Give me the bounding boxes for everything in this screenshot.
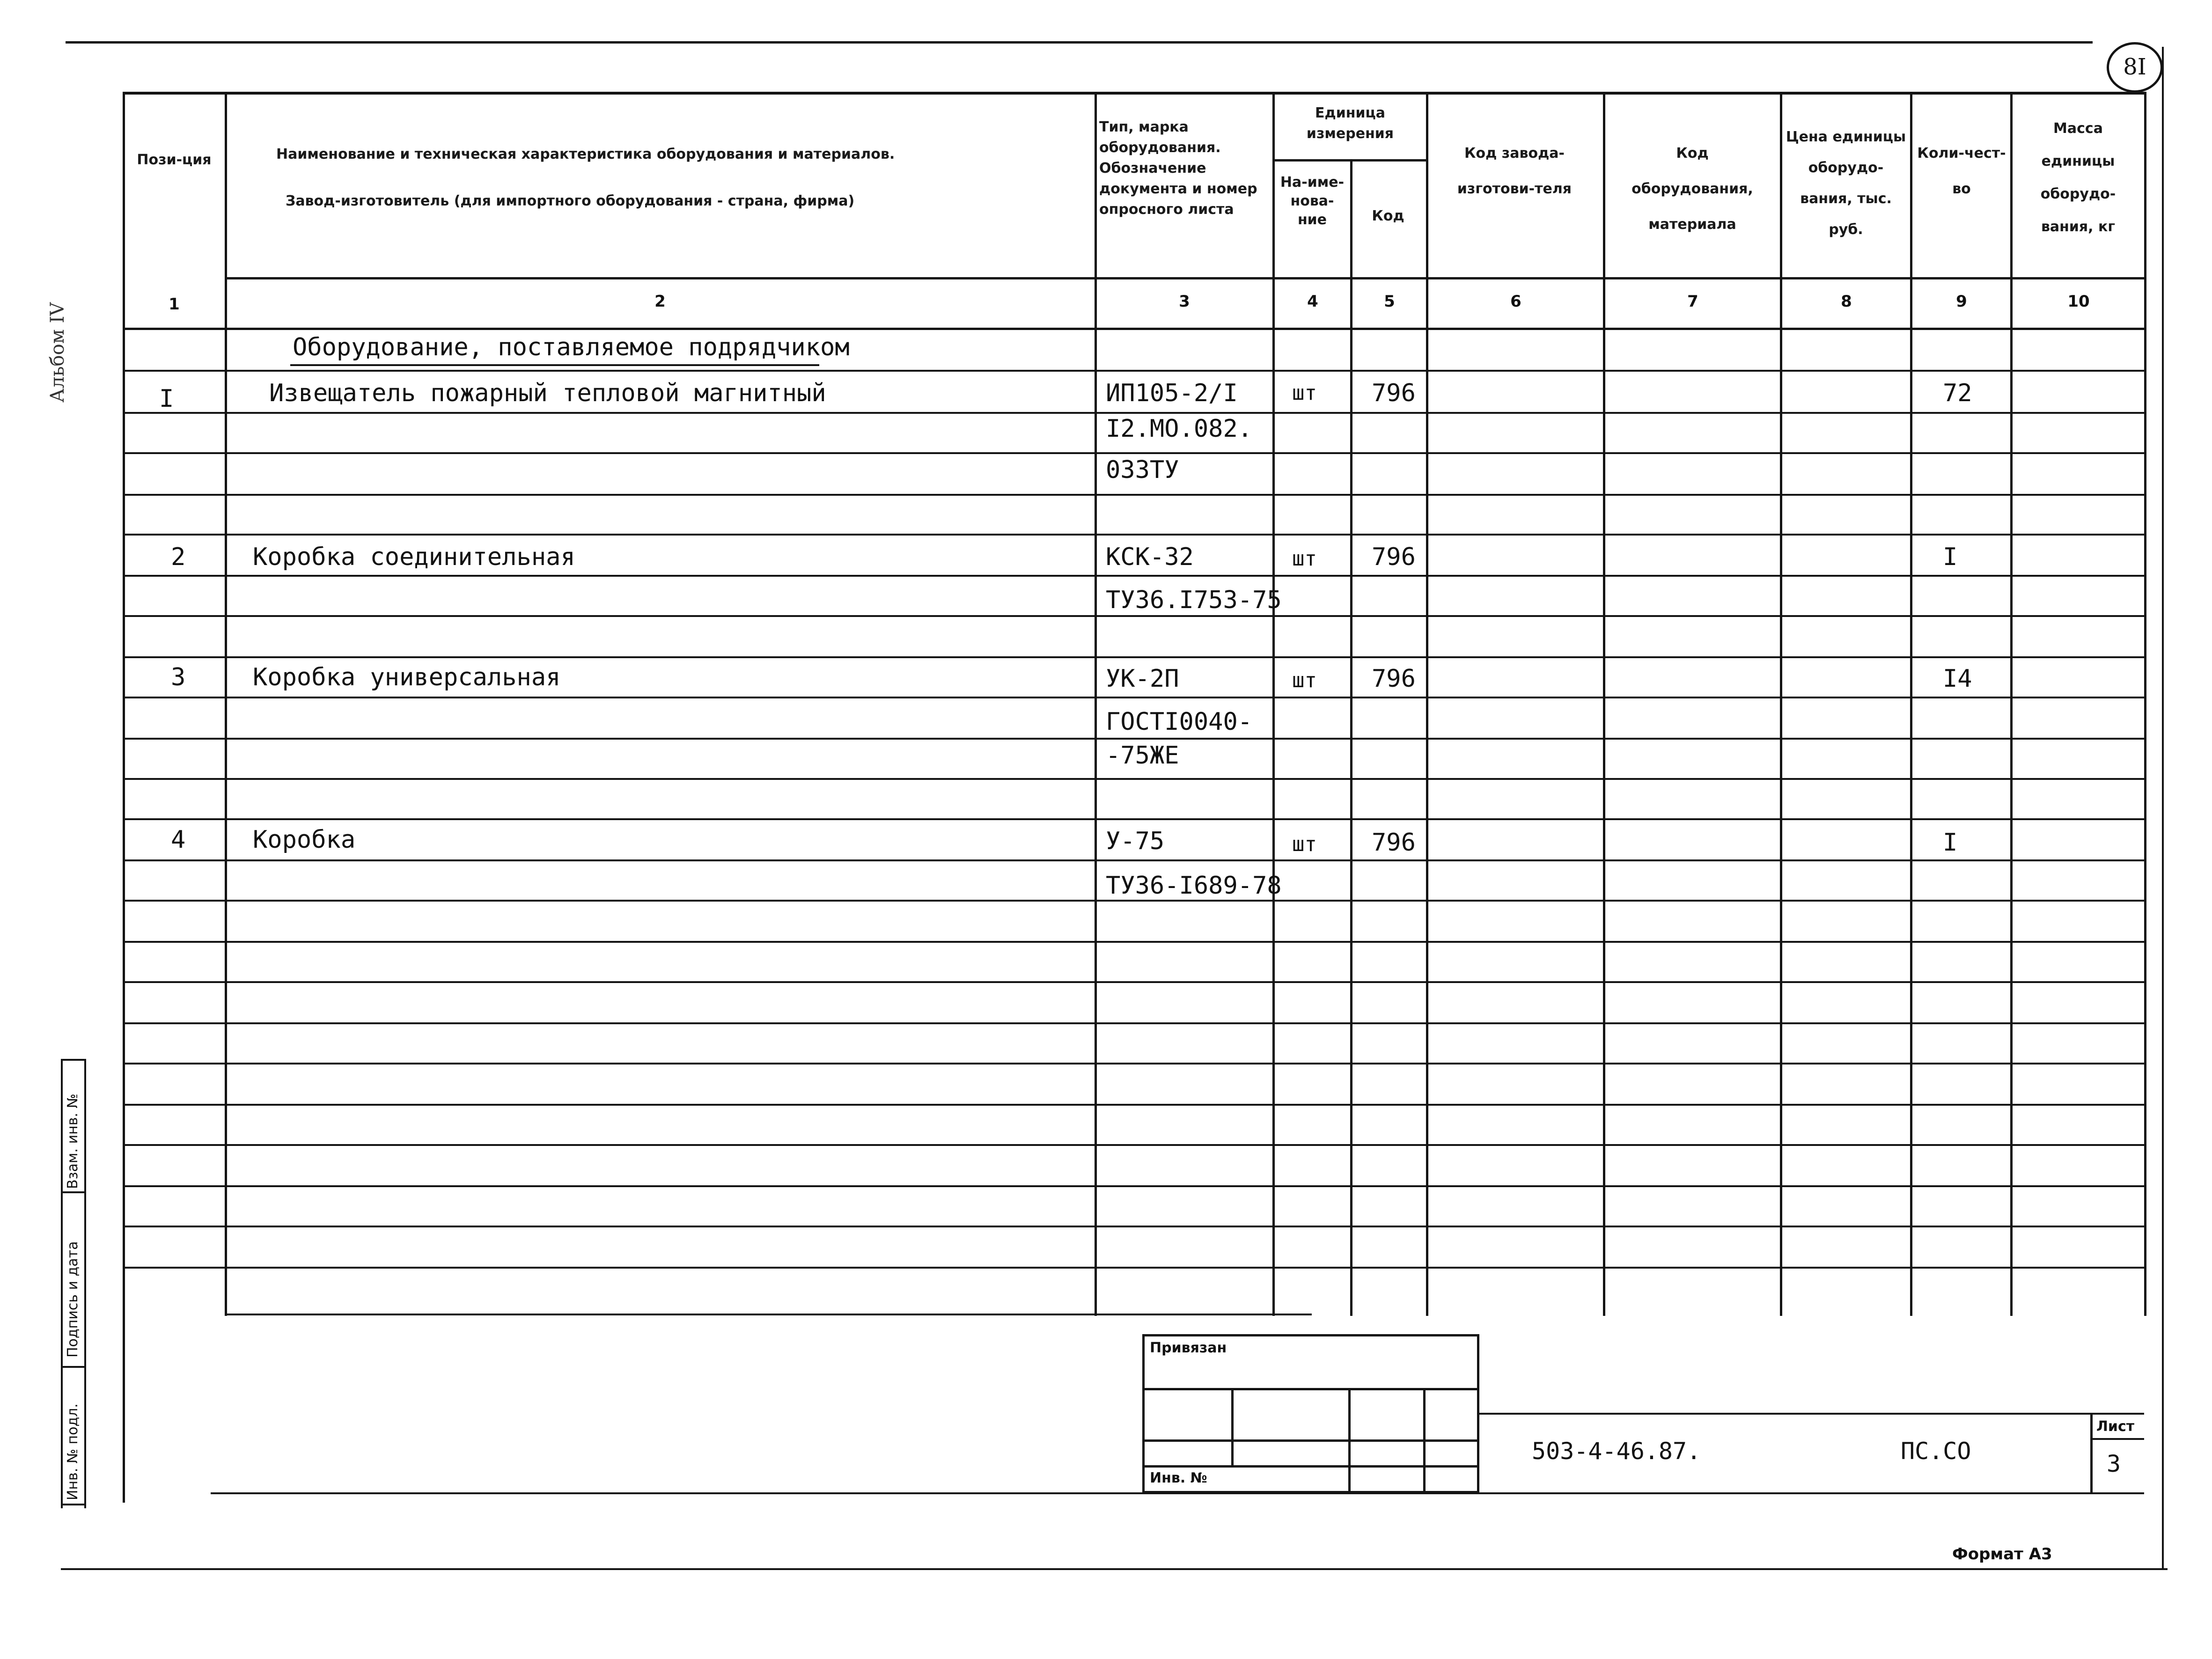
row-line xyxy=(123,981,2146,983)
unit-group-line xyxy=(1272,159,1428,161)
header-bottom-line xyxy=(225,277,2146,279)
side-strip-top xyxy=(61,1059,86,1061)
col-line-2 xyxy=(1095,92,1097,1316)
item-3-code: 796 xyxy=(1372,665,1416,693)
row-line xyxy=(123,738,2146,740)
stamp-v3 xyxy=(1423,1388,1426,1493)
section-title: Оборудование, поставляемое подрядчиком xyxy=(293,333,850,361)
col-line-8 xyxy=(1910,92,1912,1316)
item-4-pos: 4 xyxy=(171,826,186,854)
row-line xyxy=(123,370,2146,372)
header-position: Пози-ция xyxy=(137,152,212,168)
col-line-10 xyxy=(2144,92,2146,1316)
row-line xyxy=(123,1267,2146,1269)
item-2-unit: шт xyxy=(1292,547,1317,571)
table-top-line xyxy=(123,92,2146,95)
item-3-name: Коробка универсальная xyxy=(253,663,561,691)
stamp-v1 xyxy=(1231,1388,1234,1465)
top-border xyxy=(66,41,2093,44)
sheet-number-circle xyxy=(2107,42,2163,93)
row-line xyxy=(123,575,2146,577)
row-line xyxy=(123,859,2146,861)
item-4-type-2: ТУ36-I689-78 xyxy=(1106,872,1282,900)
stamp-line-1 xyxy=(1142,1388,1479,1390)
header-quantity: Коли-чест-во xyxy=(1917,145,2006,197)
item-1-code: 796 xyxy=(1372,379,1416,407)
side-podpis: Подпись и дата xyxy=(65,1241,81,1358)
item-1-type-1: ИП105-2/I xyxy=(1106,379,1238,407)
item-3-unit: шт xyxy=(1292,668,1317,692)
row-line xyxy=(123,778,2146,780)
item-4-code: 796 xyxy=(1372,829,1416,857)
row-line xyxy=(123,494,2146,496)
side-vzam: Взам. инв. № xyxy=(65,1094,81,1189)
bottom-border xyxy=(61,1568,2168,1570)
item-3-type-3: -75ЖЕ xyxy=(1106,741,1179,770)
stamp-line-2 xyxy=(1142,1439,1479,1442)
col-line-7 xyxy=(1780,92,1782,1316)
colnum-3: 3 xyxy=(1179,292,1190,311)
section-title-underline xyxy=(290,364,819,366)
side-album-label: Альбом IV xyxy=(47,302,68,403)
stamp-inv-no: Инв. № xyxy=(1150,1470,1207,1486)
item-4-unit: шт xyxy=(1292,832,1317,856)
colnum-6: 6 xyxy=(1510,292,1521,311)
col-line-6 xyxy=(1603,92,1605,1316)
item-1-name: Извещатель пожарный тепловой магнитный xyxy=(269,379,826,407)
colnum-10: 10 xyxy=(2067,292,2090,311)
row-line xyxy=(225,1314,1312,1315)
row-line xyxy=(123,452,2146,454)
row-line xyxy=(123,697,2146,698)
side-strip-div1 xyxy=(61,1191,86,1193)
colnum-8: 8 xyxy=(1841,292,1852,311)
header-name-line1: Наименование и техническая характеристика оборудования и материалов. xyxy=(276,146,895,162)
item-1-type-2: I2.MO.082. xyxy=(1106,415,1253,443)
side-inv-podl: Инв. № подл. xyxy=(65,1403,81,1500)
side-strip-mid xyxy=(84,1059,86,1508)
item-3-type-2: ГОСТI0040- xyxy=(1106,708,1253,736)
document-suffix: ПС.СО xyxy=(1901,1438,1971,1465)
row-line xyxy=(123,941,2146,943)
title-top-line xyxy=(1479,1413,2144,1415)
sheet-box-divider xyxy=(2090,1438,2144,1440)
header-unit-name: На-име-нова-ние xyxy=(1280,174,1345,228)
header-equipment-code: Код оборудования, материала xyxy=(1631,145,1753,233)
colnum-9: 9 xyxy=(1956,292,1967,311)
row-line xyxy=(123,656,2146,658)
item-2-type-2: ТУ36.I753-75 xyxy=(1106,586,1282,614)
item-4-type-1: У-75 xyxy=(1106,827,1165,855)
sheet-label: Лист xyxy=(2096,1418,2135,1435)
item-2-qty: I xyxy=(1943,543,1958,571)
item-3-pos: 3 xyxy=(171,663,186,691)
header-mass: Масса единицы оборудо-вания, кг xyxy=(2040,120,2116,235)
stamp-privyazan: Привязан xyxy=(1150,1340,1227,1356)
colnum-4: 4 xyxy=(1307,292,1318,311)
col-line-9 xyxy=(2010,92,2013,1316)
row-line xyxy=(123,1185,2146,1187)
title-bottom-line xyxy=(211,1492,2144,1494)
row-line xyxy=(123,1226,2146,1227)
side-strip-bottom xyxy=(61,1504,86,1505)
stamp-line-3 xyxy=(1142,1465,1479,1468)
document-code: 503-4-46.87. xyxy=(1532,1438,1701,1465)
item-2-code: 796 xyxy=(1372,543,1416,571)
item-4-name: Коробка xyxy=(253,826,356,854)
header-unit-group: Единица измерения xyxy=(1306,105,1394,142)
format-label: Формат А3 xyxy=(1952,1545,2052,1564)
header-price: Цена единицы оборудо-вания, тыс. руб. xyxy=(1786,129,1906,238)
stamp-v2 xyxy=(1348,1388,1351,1493)
side-strip-div2 xyxy=(61,1366,86,1368)
colnum-bottom-line xyxy=(123,328,2146,330)
item-1-unit: шт xyxy=(1292,381,1317,405)
row-line xyxy=(123,534,2146,536)
row-line xyxy=(123,1144,2146,1146)
col-line-5 xyxy=(1426,92,1428,1316)
row-line xyxy=(123,1022,2146,1024)
sheet-value: 3 xyxy=(2107,1450,2121,1477)
item-1-type-3: 033ТУ xyxy=(1106,456,1179,484)
row-line xyxy=(123,615,2146,617)
colnum-1: 1 xyxy=(169,295,180,314)
item-3-type-1: УК-2П xyxy=(1106,665,1179,693)
item-2-type-1: КСК-32 xyxy=(1106,543,1194,571)
item-2-pos: 2 xyxy=(171,543,186,571)
col-line-3 xyxy=(1272,92,1275,1316)
sheet-number-text: 8I xyxy=(2123,54,2146,80)
item-3-qty: I4 xyxy=(1943,665,1972,693)
row-line xyxy=(123,1063,2146,1064)
header-name-line2: Завод-изготовитель (для импортного оборудования - страна, фирма) xyxy=(286,193,855,209)
colnum-2: 2 xyxy=(654,292,666,311)
header-unit-code: Код xyxy=(1372,208,1404,224)
item-4-qty: I xyxy=(1943,829,1958,857)
side-strip-left xyxy=(61,1059,63,1508)
right-border xyxy=(2162,47,2164,1569)
row-line xyxy=(123,818,2146,820)
row-line xyxy=(123,1104,2146,1106)
colnum-5: 5 xyxy=(1384,292,1395,311)
left-margin-line xyxy=(123,1315,125,1503)
header-factory-code: Код завода-изготови-теля xyxy=(1457,145,1572,197)
col-line-0 xyxy=(123,92,125,1316)
col-line-1 xyxy=(225,92,227,1316)
header-type: Тип, марка оборудования. Обозначение документа и номер опросного листа xyxy=(1099,119,1257,218)
item-1-qty: 72 xyxy=(1943,379,1972,407)
colnum-7: 7 xyxy=(1687,292,1698,311)
item-2-name: Коробка соединительная xyxy=(253,543,575,571)
item-1-pos: I xyxy=(159,385,174,413)
stamp-block xyxy=(1142,1334,1479,1493)
